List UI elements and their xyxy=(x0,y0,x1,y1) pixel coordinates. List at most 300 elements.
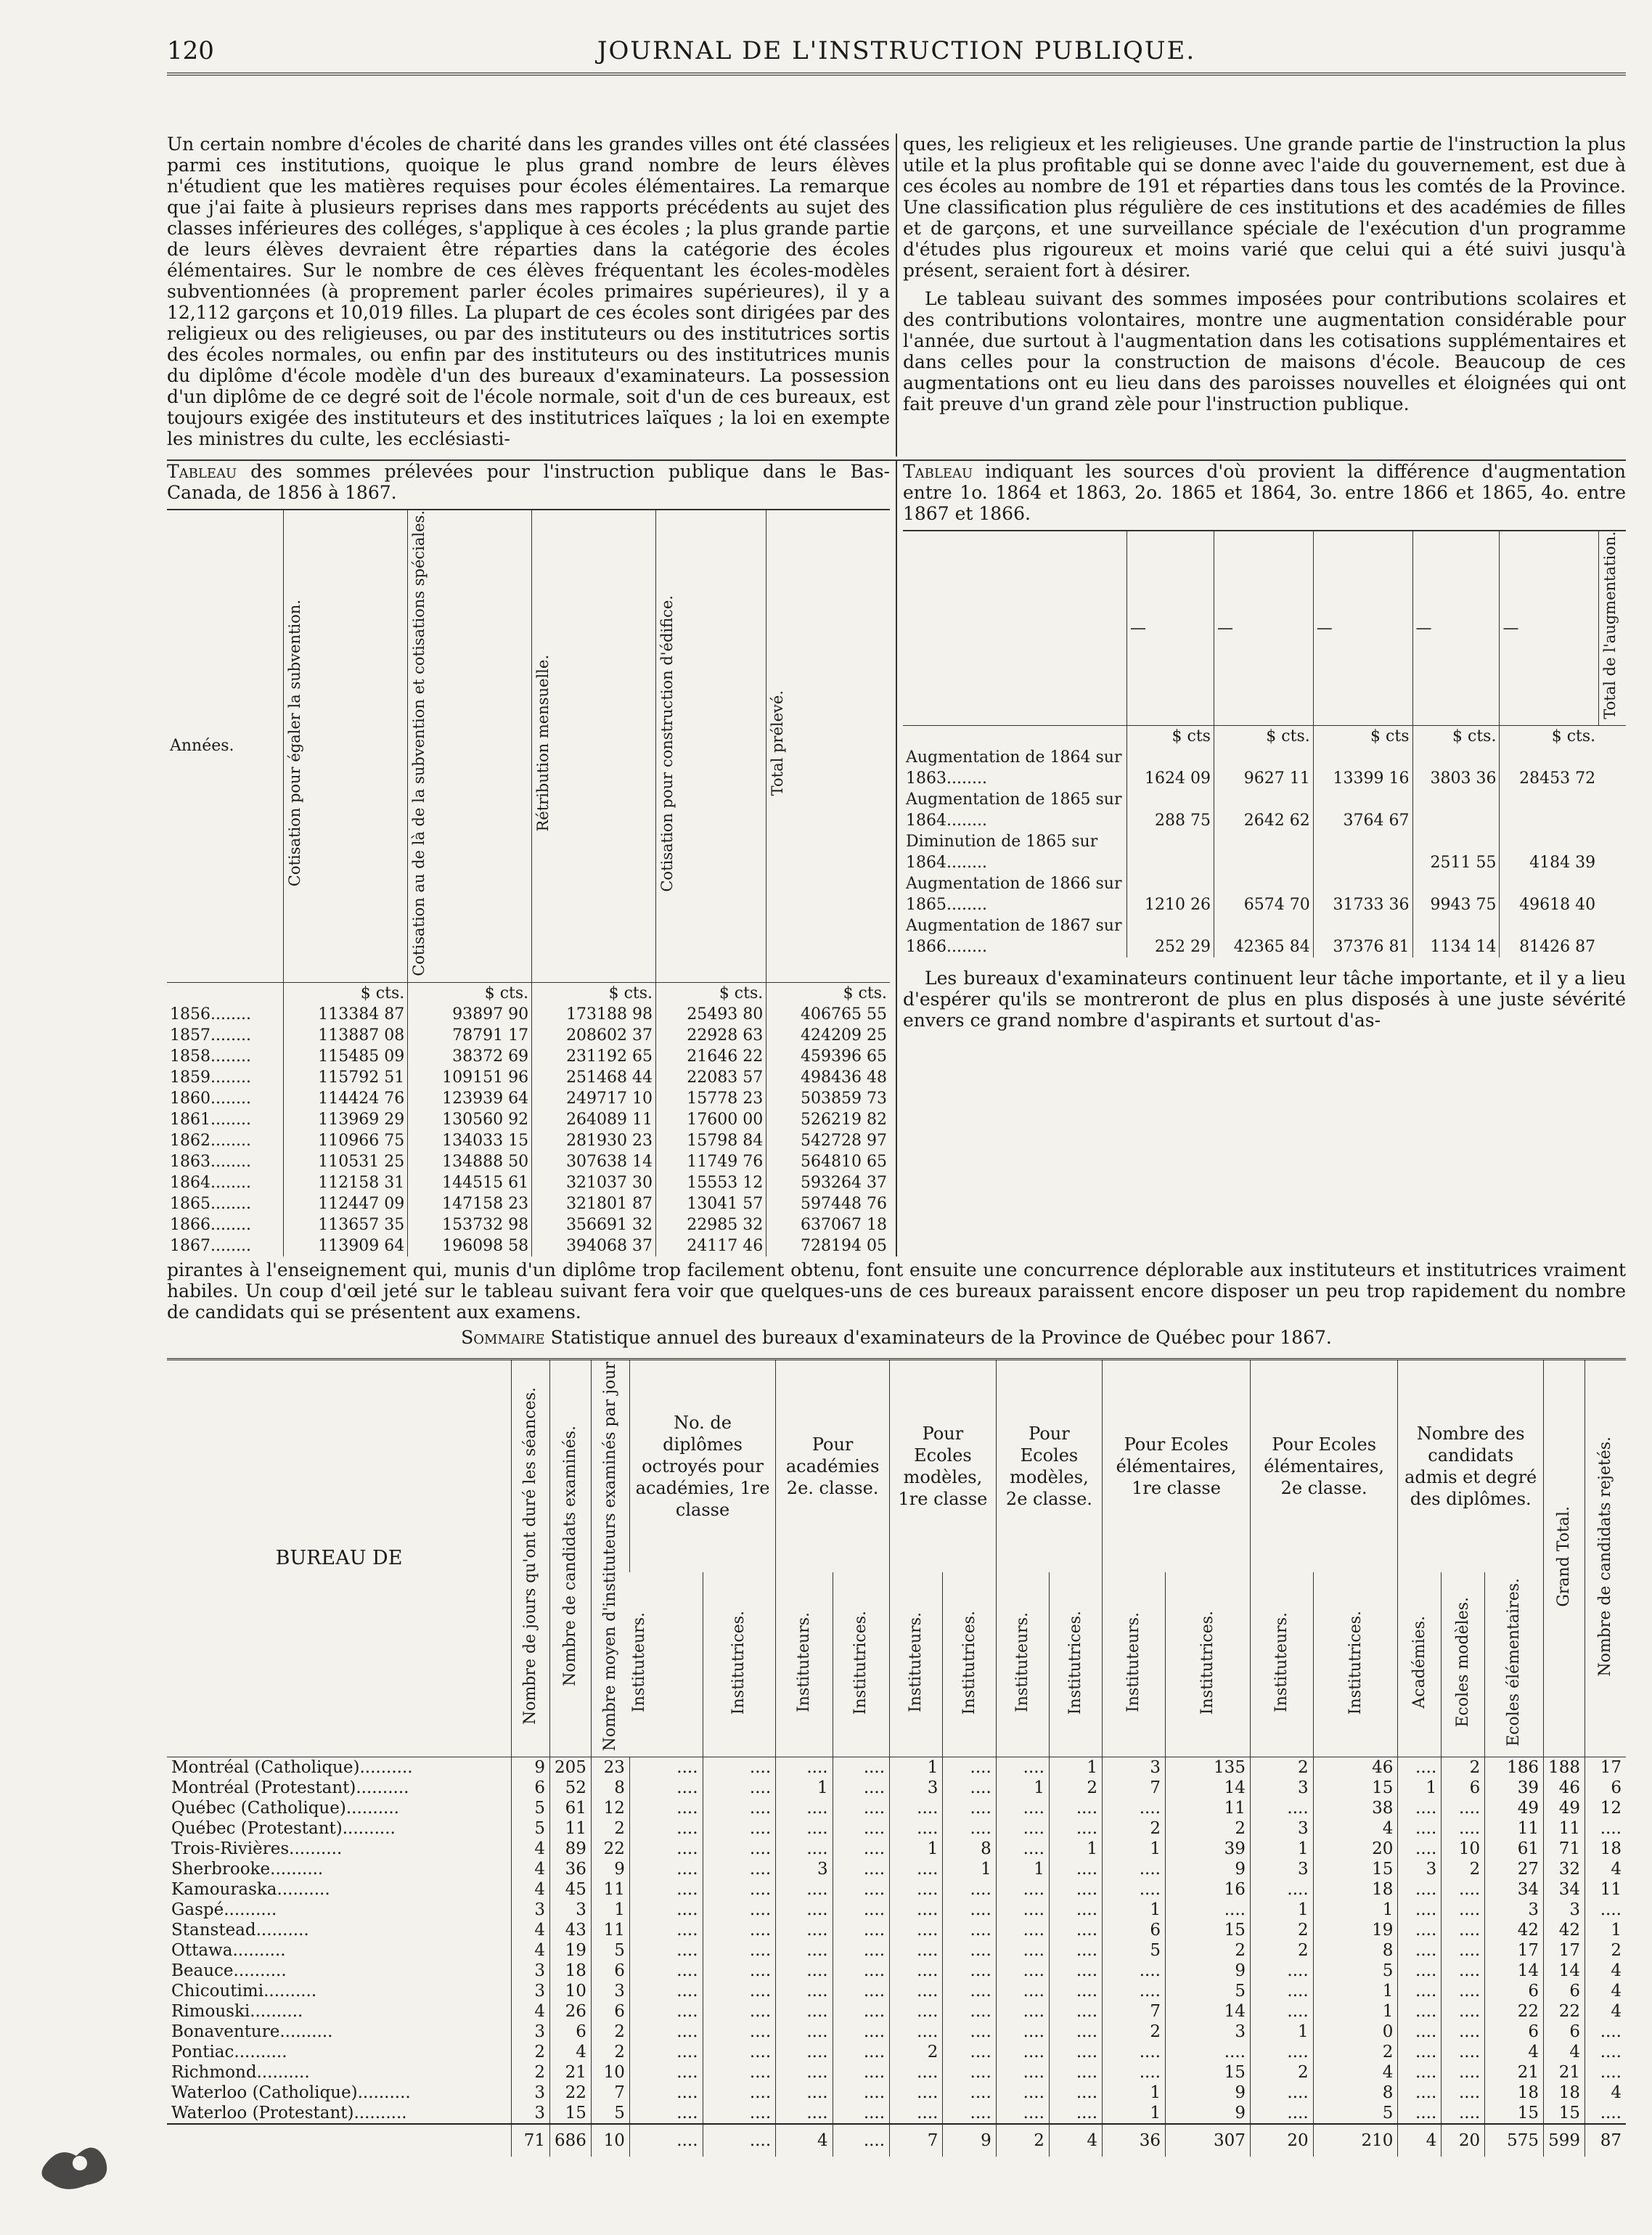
table3-cell: .... xyxy=(833,2103,889,2124)
table3-cell: 16 xyxy=(1165,1879,1250,1900)
table3-cell: .... xyxy=(1398,2062,1442,2083)
table3-cell: Québec (Catholique).......... xyxy=(171,1799,399,1818)
table3-cell: .... xyxy=(703,1757,776,1778)
table1-cell: 637067 18 xyxy=(766,1214,890,1235)
table3-cell: .... xyxy=(943,2022,996,2042)
table1-cell: 1867........ xyxy=(170,1236,251,1255)
table3-cell: Bonaventure.......... xyxy=(171,2022,333,2042)
table2-cell: Augmentation de 1864 sur 1863........ xyxy=(906,748,1122,788)
table3-cell: 21 xyxy=(1485,2062,1544,2083)
table3-cell: .... xyxy=(1103,2062,1166,2083)
table3-cell: .... xyxy=(703,1879,776,1900)
table3-cell: 1 xyxy=(1103,1839,1166,1859)
table2-unit: $ cts. xyxy=(1412,725,1500,747)
table2-cell: 4184 39 xyxy=(1500,831,1598,873)
group-modeles-1: Pour Ecoles modèles, 1re classe xyxy=(890,1359,997,1572)
tables-row xyxy=(167,459,1626,1257)
table3-cell: .... xyxy=(703,1818,776,1839)
table2-header-label: Total de l'augmentation. xyxy=(1600,531,1619,719)
table3-cell: 8 xyxy=(1313,1940,1398,1961)
table3-cell: .... xyxy=(1442,1940,1485,1961)
table1-cell: 321037 30 xyxy=(532,1172,656,1193)
table3-cell: .... xyxy=(1049,1900,1102,1920)
table1-cell: 264089 11 xyxy=(532,1109,656,1130)
table3-cell: 17 xyxy=(1585,1757,1627,1778)
table3-cell: .... xyxy=(703,1920,776,1940)
table3-subheader-label: Ecoles élémentaires. xyxy=(1505,1578,1524,1747)
table1-cell: 11749 76 xyxy=(656,1151,766,1172)
table3-cell: .... xyxy=(703,2083,776,2103)
table1-cell: 394068 37 xyxy=(532,1235,656,1257)
table3-cell: .... xyxy=(776,2042,833,2062)
table1-header xyxy=(284,510,408,982)
table3-cell: .... xyxy=(890,1798,943,1818)
journal-title: JOURNAL DE L'INSTRUCTION PUBLIQUE. xyxy=(597,36,1196,65)
table3-cell: .... xyxy=(1398,2103,1442,2124)
table3-total-cell: 20 xyxy=(1442,2124,1485,2157)
table3-cell: .... xyxy=(1049,1798,1102,1818)
table3-cell: .... xyxy=(833,1920,889,1940)
table3-cell: .... xyxy=(629,1818,703,1839)
table3-cell: 15 xyxy=(1485,2103,1544,2124)
table3-cell: .... xyxy=(1585,1818,1627,1839)
table3-cell: .... xyxy=(943,1940,996,1961)
table3-cell: .... xyxy=(776,1940,833,1961)
page-number: 120 xyxy=(167,36,214,65)
group-modeles-2: Pour Ecoles modèles, 2e classe. xyxy=(996,1359,1102,1572)
table1-cell: 15798 84 xyxy=(656,1130,766,1151)
table3-cell: 11 xyxy=(1544,1818,1585,1839)
table3-subheader-label: Académies. xyxy=(1410,1616,1428,1709)
table3-cell: 8 xyxy=(1313,2083,1398,2103)
table2-cell: 28453 72 xyxy=(1500,747,1598,789)
right-paragraph-3: Les bureaux d'examinateurs continuent leur tâche importante, et il y a lieu d'espérer qu'ils se montreront de plus en plus disposés à une juste sévérité envers ce grand nombre d'aspirants et surtout d'as- xyxy=(903,967,1626,1031)
table1-unit xyxy=(167,982,284,1004)
table3-cell: 2 xyxy=(890,2042,943,2062)
table3-cell: 15 xyxy=(1544,2103,1585,2124)
table3-total-cell: 686 xyxy=(550,2124,592,2157)
table3-cell: .... xyxy=(996,1879,1049,1900)
table-row xyxy=(167,1757,1626,1778)
table3-cell: .... xyxy=(833,2042,889,2062)
table3-cell: .... xyxy=(890,2103,943,2124)
table1-unit: $ cts. xyxy=(284,982,408,1004)
table3-subheader xyxy=(629,1572,703,1757)
table3-cell: .... xyxy=(890,1920,943,1940)
table3-cell: 9 xyxy=(1165,2083,1250,2103)
table3-cell: .... xyxy=(1049,2042,1102,2062)
table3-cell: 6 xyxy=(1485,2022,1544,2042)
table3-cell: 34 xyxy=(1544,1879,1585,1900)
table3-subheader-label: Institutrices. xyxy=(1066,1610,1084,1715)
table3-cell: 3 xyxy=(1485,1900,1544,1920)
table2-header: — xyxy=(1127,531,1214,725)
table3-cell: .... xyxy=(1442,2042,1485,2062)
table3-cell: 1 xyxy=(1250,2022,1313,2042)
table3-cell: 3 xyxy=(1250,1818,1313,1839)
table3-cell: 188 xyxy=(1544,1757,1585,1778)
table3-cell: .... xyxy=(629,1778,703,1798)
table3-subheader-label: Instituteurs. xyxy=(630,1612,649,1713)
table1-cell: 115485 09 xyxy=(284,1046,408,1067)
table3-cell: .... xyxy=(1398,2083,1442,2103)
table3-cell: 3 xyxy=(512,1900,550,1920)
table1-cell: 321801 87 xyxy=(532,1193,656,1214)
table3-cell: 21 xyxy=(1544,2062,1585,2083)
table1-cell: 15778 23 xyxy=(656,1088,766,1109)
table-row xyxy=(167,2103,1626,2124)
table3-cell: 1 xyxy=(1103,2083,1166,2103)
table3-cell: .... xyxy=(890,2062,943,2083)
table3-cell: 1 xyxy=(776,1778,833,1798)
table3-cell: 1 xyxy=(1049,1757,1102,1778)
table3-cell: 2 xyxy=(1165,1940,1250,1961)
table1-cell: 251468 44 xyxy=(532,1067,656,1088)
totals-row xyxy=(167,2124,1626,2157)
table3-cell: 22 xyxy=(591,1839,629,1859)
table3-total-cell: .... xyxy=(833,2124,889,2157)
table3-cell: 3 xyxy=(512,2022,550,2042)
table3-cell: .... xyxy=(890,1900,943,1920)
group-elementaires-2: Pour Ecoles élémentaires, 2e classe. xyxy=(1250,1359,1397,1572)
table3-cell: 12 xyxy=(591,1798,629,1818)
table3-cell: Stanstead.......... xyxy=(171,1921,309,1940)
table3-cell: 49 xyxy=(1544,1798,1585,1818)
table1-cell: 356691 32 xyxy=(532,1214,656,1235)
table3-subheader-label: Ecoles modèles. xyxy=(1453,1597,1472,1728)
table1-cell: 113384 87 xyxy=(284,1004,408,1025)
table1-cell: 542728 97 xyxy=(766,1130,890,1151)
table3-cell: 2 xyxy=(1250,1757,1313,1778)
table3-cell: 4 xyxy=(512,1859,550,1879)
table3-total-cell: 7 xyxy=(890,2124,943,2157)
table3-cell: 10 xyxy=(1442,1839,1485,1859)
table2-cell: 9627 11 xyxy=(1214,747,1313,789)
table-row xyxy=(167,1859,1626,1879)
table3-cell: Pontiac.......... xyxy=(171,2043,287,2062)
table3-subheader xyxy=(1049,1572,1102,1757)
table3-cell: 135 xyxy=(1165,1757,1250,1778)
table-row xyxy=(167,1961,1626,1981)
table3-cell: 42 xyxy=(1485,1920,1544,1940)
table1-cell: 24117 46 xyxy=(656,1235,766,1257)
table3-cell: .... xyxy=(1442,1961,1485,1981)
table3-cell: .... xyxy=(890,1981,943,2001)
table3-cell: Montréal (Protestant).......... xyxy=(171,1778,409,1798)
table3-cell: 18 xyxy=(1485,2083,1544,2103)
table2-cell: 49618 40 xyxy=(1500,873,1598,915)
table3-cell: .... xyxy=(629,1859,703,1879)
table3-cell: .... xyxy=(1398,1981,1442,2001)
table-row xyxy=(167,1193,890,1214)
table3-cell: 52 xyxy=(550,1778,592,1798)
table3-cell: .... xyxy=(703,1940,776,1961)
table3-cell: 3 xyxy=(1250,1859,1313,1879)
table3-cell: 2 xyxy=(1442,1757,1485,1778)
table3-cell: .... xyxy=(1250,2001,1313,2022)
table-row xyxy=(167,1798,1626,1818)
table1-cell: 503859 73 xyxy=(766,1088,890,1109)
table2-header: — xyxy=(1500,531,1598,725)
table3-cell: 6 xyxy=(1485,1981,1544,2001)
table3-subheader xyxy=(776,1572,833,1757)
table3-cell: .... xyxy=(776,1900,833,1920)
table3-cell: .... xyxy=(703,2103,776,2124)
table3-cell: 14 xyxy=(1544,1961,1585,1981)
table-row xyxy=(167,1151,890,1172)
table3-cell: .... xyxy=(776,1981,833,2001)
table1-cell: 123939 64 xyxy=(408,1088,532,1109)
table3-subheader xyxy=(890,1572,943,1757)
table3-cell: 6 xyxy=(1103,1920,1166,1940)
table2-cell xyxy=(1214,831,1313,873)
table3-cell: .... xyxy=(833,2062,889,2083)
table3-cell: 1 xyxy=(1313,2001,1398,2022)
table1-header xyxy=(408,510,532,982)
table3-cell: 4 xyxy=(1313,1818,1398,1839)
table3-cell: 4 xyxy=(512,1920,550,1940)
table1-header-label: Cotisation au de là de la subvention et cotisations spéciales. xyxy=(410,510,428,976)
table1-cell: 38372 69 xyxy=(408,1046,532,1067)
table3-cell: .... xyxy=(1049,1961,1102,1981)
table3-cell: 4 xyxy=(512,1879,550,1900)
table3-total-cell: 36 xyxy=(1103,2124,1166,2157)
table-row xyxy=(167,2042,1626,2062)
table3-cell: .... xyxy=(629,1900,703,1920)
table1-unit: $ cts. xyxy=(656,982,766,1004)
table3-cell: .... xyxy=(1442,1798,1485,1818)
table1-cell: 147158 23 xyxy=(408,1193,532,1214)
table3-cell: 3 xyxy=(1398,1859,1442,1879)
table1-cell: 113887 08 xyxy=(284,1025,408,1046)
table3-cell: 6 xyxy=(591,2001,629,2022)
table3-cell: .... xyxy=(833,1900,889,1920)
full-width-paragraph: pirantes à l'enseignement qui, munis d'un diplôme trop facilement obtenu, font ensuite une concurrence déplorable aux instituteurs et institutrices vraiment habiles. Un coup d'œil jeté sur le tableau suivant fera voir que quelques-uns de ces bureaux paraissent encore disposer un peu trop rapidement du nombre de candidats qui se présentent aux examens. xyxy=(167,1259,1626,1323)
table3-cell: 2 xyxy=(1049,1778,1102,1798)
table1-cell: 25493 80 xyxy=(656,1004,766,1025)
table3-cell: .... xyxy=(1585,1900,1627,1920)
table-row xyxy=(167,1172,890,1193)
table1-caption: Tableau des sommes prélevées pour l'instruction publique dans le Bas-Canada, de 1856 à 1867. xyxy=(167,461,890,503)
page-header xyxy=(167,29,1626,75)
table3-cell: .... xyxy=(943,2103,996,2124)
table3-cell: .... xyxy=(1250,1961,1313,1981)
table3-cell: .... xyxy=(1103,2042,1166,2062)
table3-cell: 3 xyxy=(512,2083,550,2103)
bureau-header: BUREAU DE xyxy=(275,1547,403,1570)
table3-cell: 18 xyxy=(1313,1879,1398,1900)
table1-cell: 1865........ xyxy=(170,1194,251,1213)
table3-cell: 17 xyxy=(1544,1940,1585,1961)
table3-subheader xyxy=(833,1572,889,1757)
table3-cell: .... xyxy=(943,1920,996,1940)
table3-cell: 11 xyxy=(1485,1818,1544,1839)
table3-cell: .... xyxy=(996,1839,1049,1859)
table3-cell: .... xyxy=(1585,2042,1627,2062)
group-elementaires-1: Pour Ecoles élémentaires, 1re classe xyxy=(1103,1359,1251,1572)
table3-cell: .... xyxy=(943,2083,996,2103)
table3-cell: .... xyxy=(629,2103,703,2124)
table2-cell: Augmentation de 1866 sur 1865........ xyxy=(906,874,1122,914)
table-row xyxy=(167,1088,890,1109)
table3-cell: 3 xyxy=(890,1778,943,1798)
table3-cell: .... xyxy=(833,1961,889,1981)
table3-cell: Rimouski.......... xyxy=(171,2002,303,2022)
table3-cell: .... xyxy=(629,1879,703,1900)
table3-cell: .... xyxy=(703,2022,776,2042)
table3-cell: .... xyxy=(1585,2022,1627,2042)
table1-cell: 17600 00 xyxy=(656,1109,766,1130)
table3-subheader xyxy=(1398,1572,1442,1757)
table3-cell: .... xyxy=(833,2001,889,2022)
table1-cell: 498436 48 xyxy=(766,1067,890,1088)
table2-caption: Tableau indiquant les sources d'où provient la différence d'augmentation entre 1o. 1864 et 1863, 2o. 1865 et 1864, 3o. entre 1866 et 1865, 4o. entre 1867 et 1866. xyxy=(903,461,1626,524)
table3-cell: .... xyxy=(1398,1818,1442,1839)
table3-subheader-label: Instituteurs. xyxy=(1272,1612,1291,1713)
table3-cell: .... xyxy=(1049,1859,1102,1879)
table3-cell: .... xyxy=(833,1879,889,1900)
col-nb-jours: Nombre de jours qu'ont duré les séances. xyxy=(521,1387,539,1725)
table2-unit: $ cts. xyxy=(1500,725,1598,747)
table3-cell: Richmond.......... xyxy=(171,2063,310,2083)
table3-cell: .... xyxy=(996,1920,1049,1940)
table3-cell: 2 xyxy=(1103,1818,1166,1839)
table1-cell: 109151 96 xyxy=(408,1067,532,1088)
table3-cell: 5 xyxy=(591,1940,629,1961)
table3-cell: .... xyxy=(776,2083,833,2103)
table3-cell: .... xyxy=(890,2083,943,2103)
table3-total-cell: 9 xyxy=(943,2124,996,2157)
table-row xyxy=(167,1920,1626,1940)
table1-cell: 1857........ xyxy=(170,1026,251,1045)
table2-unit xyxy=(903,725,1127,747)
two-column-text xyxy=(167,134,1626,457)
table3-cell: .... xyxy=(629,2083,703,2103)
table3-cell: .... xyxy=(996,2022,1049,2042)
table3-cell: .... xyxy=(776,2001,833,2022)
table1-cell: 1860........ xyxy=(170,1089,251,1108)
table3-total-cell: 210 xyxy=(1313,2124,1398,2157)
table3-cell: .... xyxy=(1250,2103,1313,2124)
table3-cell: 9 xyxy=(512,1757,550,1778)
table3-cell: 22 xyxy=(1544,2001,1585,2022)
table3-cell: .... xyxy=(833,1859,889,1879)
table3-cell: .... xyxy=(629,2022,703,2042)
table3-cell: 61 xyxy=(1485,1839,1544,1859)
table3-cell: .... xyxy=(833,1839,889,1859)
table3-subheader xyxy=(1165,1572,1250,1757)
table3-cell: .... xyxy=(943,1879,996,1900)
group-academies-1: No. de diplômes octroyés pour académies, 1re classe xyxy=(629,1359,775,1572)
table2-cell: 37376 81 xyxy=(1313,915,1412,957)
table1-cell: 249717 10 xyxy=(532,1088,656,1109)
table3-cell: .... xyxy=(1398,1900,1442,1920)
table3-subheader-label: Instituteurs. xyxy=(1124,1612,1143,1713)
table3-cell: 2 xyxy=(1250,2062,1313,2083)
table-row xyxy=(167,1046,890,1067)
table3-cell: 17 xyxy=(1485,1940,1544,1961)
table1-cell: 93897 90 xyxy=(408,1004,532,1025)
table3-cell: .... xyxy=(1103,1798,1166,1818)
table2-unit: $ cts. xyxy=(1214,725,1313,747)
table1-cell: 130560 92 xyxy=(408,1109,532,1130)
table3-cell: 8 xyxy=(591,1778,629,1798)
table3-cell: .... xyxy=(1442,1818,1485,1839)
table3-cell: .... xyxy=(890,1859,943,1879)
table3-cell: 0 xyxy=(1313,2022,1398,2042)
table3-cell: .... xyxy=(996,1798,1049,1818)
table3-cell: .... xyxy=(1049,1818,1102,1839)
table1-cell: 110966 75 xyxy=(284,1130,408,1151)
table3-cell: 5 xyxy=(1103,1940,1166,1961)
table-row xyxy=(167,1130,890,1151)
table3-cell: 11 xyxy=(1585,1879,1627,1900)
table3-cell: .... xyxy=(833,2022,889,2042)
table3-cell: .... xyxy=(1398,2001,1442,2022)
table3-cell: .... xyxy=(776,1798,833,1818)
table3-cell: 46 xyxy=(1313,1757,1398,1778)
table3-cell: 49 xyxy=(1485,1798,1544,1818)
table3-cell: 2 xyxy=(1313,2042,1398,2062)
table3-cell: 5 xyxy=(512,1818,550,1839)
table3-cell: 4 xyxy=(1585,1961,1627,1981)
table1-cell: 1863........ xyxy=(170,1152,251,1171)
table1-cell: 1858........ xyxy=(170,1047,251,1066)
table1-unit: $ cts. xyxy=(766,982,890,1004)
table3-cell: 18 xyxy=(1585,1839,1627,1859)
table1-cell: 134888 50 xyxy=(408,1151,532,1172)
table3-cell: .... xyxy=(996,1900,1049,1920)
table-row xyxy=(903,789,1626,831)
table3-cell: .... xyxy=(996,2062,1049,2083)
table3-cell: 1 xyxy=(1103,1900,1166,1920)
table3-cell: .... xyxy=(943,1757,996,1778)
table3-cell: .... xyxy=(1442,2103,1485,2124)
table-row xyxy=(167,1981,1626,2001)
table3-cell: 15 xyxy=(1165,2062,1250,2083)
table3-cell: .... xyxy=(776,2103,833,2124)
table3-cell: 27 xyxy=(1485,1859,1544,1879)
table1-header: Années. xyxy=(170,737,234,756)
table3-cell: 39 xyxy=(1165,1839,1250,1859)
table1-cell: 424209 25 xyxy=(766,1025,890,1046)
table3-cell: 4 xyxy=(1585,1981,1627,2001)
table3-cell: 6 xyxy=(550,2022,592,2042)
col-grand-total: Grand Total. xyxy=(1555,1505,1573,1607)
table-row xyxy=(167,1818,1626,1839)
table3-cell: .... xyxy=(1398,1920,1442,1940)
table1-cell: 1859........ xyxy=(170,1068,251,1087)
table3-cell: .... xyxy=(943,1981,996,2001)
table3-subheader xyxy=(1313,1572,1398,1757)
table3-cell: 4 xyxy=(1313,2062,1398,2083)
table3-cell: .... xyxy=(629,1961,703,1981)
table3-cell: 6 xyxy=(1544,1981,1585,2001)
table3-cell: 2 xyxy=(512,2062,550,2083)
table3-cell: .... xyxy=(703,1859,776,1879)
table2-cell xyxy=(1127,831,1214,873)
table3-cell: 2 xyxy=(512,2042,550,2062)
table2-cell: 13399 16 xyxy=(1313,747,1412,789)
table2-header: — xyxy=(1214,531,1313,725)
table3-cell: 1 xyxy=(1103,2103,1166,2124)
table2-cell: 2511 55 xyxy=(1412,831,1500,873)
table3-caption: Sommaire Statistique annuel des bureaux d'examinateurs de la Province de Québec pour 1867. xyxy=(461,1326,1332,1348)
table1-header xyxy=(766,510,890,982)
table2-header: — xyxy=(1313,531,1412,725)
table3-cell: 89 xyxy=(550,1839,592,1859)
table3-cell: 19 xyxy=(550,1940,592,1961)
